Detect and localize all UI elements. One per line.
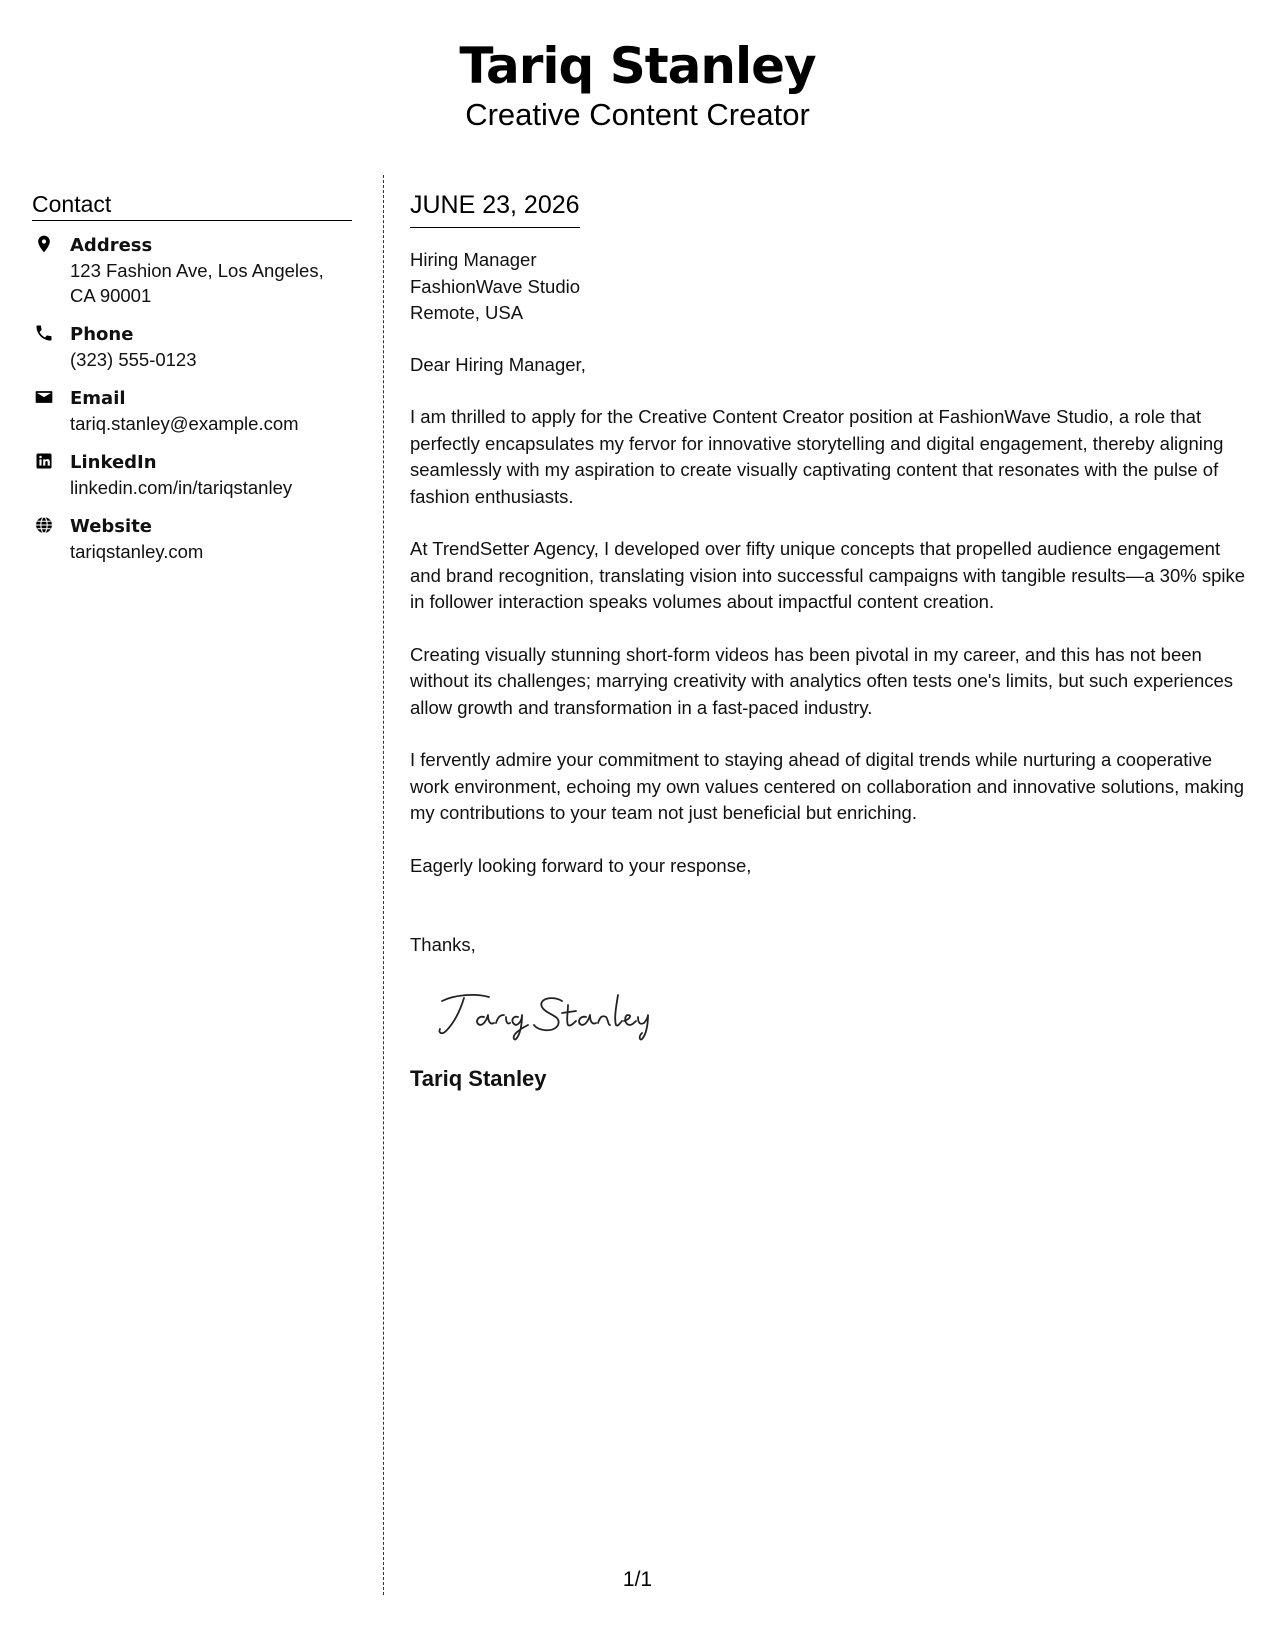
contact-phone: [32, 322, 352, 372]
recipient-location: Remote, USA: [410, 302, 524, 323]
linkedin-label: LinkedIn: [70, 452, 157, 473]
paragraph: Creating visually stunning short-form videos has been pivotal in my career, and this has not been without its challenges; marrying creativity with analytics often tests one's limits, but such experiences allow growth and transformation in a fast-paced industry.: [410, 643, 1234, 718]
contact-list: [32, 233, 352, 564]
contact-email: [32, 386, 352, 436]
paragraph: At TrendSetter Agency, I developed over fifty unique concepts that propelled audience engagement and brand recognition, translating vision into successful campaigns with tangible results—a 30% spike in follower interaction speaks volumes about impactful content creation.: [410, 538, 1246, 612]
signed-name: Tariq Stanley: [410, 1065, 547, 1091]
paragraph: I fervently admire your commitment to staying ahead of digital trends while nurturing a cooperative work environment, echoing my own values centered on collaboration and innovative solutions, making my contributions to your team not just beneficial but enriching.: [410, 749, 1244, 823]
contact-heading: Contact: [32, 190, 352, 221]
recipient-block: [410, 247, 1250, 327]
sign-off: Thanks,: [410, 934, 476, 955]
recipient-name: Hiring Manager: [410, 249, 537, 270]
applicant-name: Tariq Stanley: [459, 37, 816, 95]
linkedin-icon: [32, 450, 56, 475]
phone-label: Phone: [70, 324, 134, 345]
address-value: 123 Fashion Ave, Los Angeles, CA 90001: [70, 260, 324, 306]
letter-body: [410, 190, 1250, 1093]
phone-value: (323) 555-0123: [70, 349, 197, 370]
envelope-icon: [32, 386, 56, 411]
website-value: tariqstanley.com: [70, 541, 204, 562]
contact-website: [32, 514, 352, 564]
page-number: 1/1: [622, 1568, 653, 1591]
salutation: Dear Hiring Manager,: [410, 353, 586, 375]
recipient-company: FashionWave Studio: [410, 275, 581, 297]
linkedin-value: linkedin.com/in/tariqstanley: [70, 477, 293, 498]
job-title: Creative Content Creator: [465, 97, 810, 132]
email-value: tariq.stanley@example.com: [70, 413, 299, 434]
address-label: Address: [70, 235, 153, 256]
paragraph: I am thrilled to apply for the Creative Content Creator position at FashionWave Studio, a role that perfectly encapsulates my fervor for innovative storytelling and digital engagement, thereby aligning seamlessly with my aspiration to create visually captivating content that resonates with the pulse of fashion enthusiasts.: [410, 406, 1224, 507]
letter-date: JUNE 23, 2026: [410, 190, 580, 228]
email-label: Email: [70, 388, 126, 409]
contact-linkedin: [32, 450, 352, 500]
phone-icon: [32, 322, 56, 347]
map-pin-icon: [32, 233, 56, 258]
column-divider: [383, 175, 384, 1595]
contact-sidebar: [32, 190, 352, 578]
header: [0, 34, 1275, 132]
contact-address: [32, 233, 352, 308]
globe-icon: [32, 514, 56, 539]
handwritten-signature: [434, 979, 664, 1049]
closing-line: Eagerly looking forward to your response,: [410, 854, 752, 876]
website-label: Website: [70, 516, 153, 537]
